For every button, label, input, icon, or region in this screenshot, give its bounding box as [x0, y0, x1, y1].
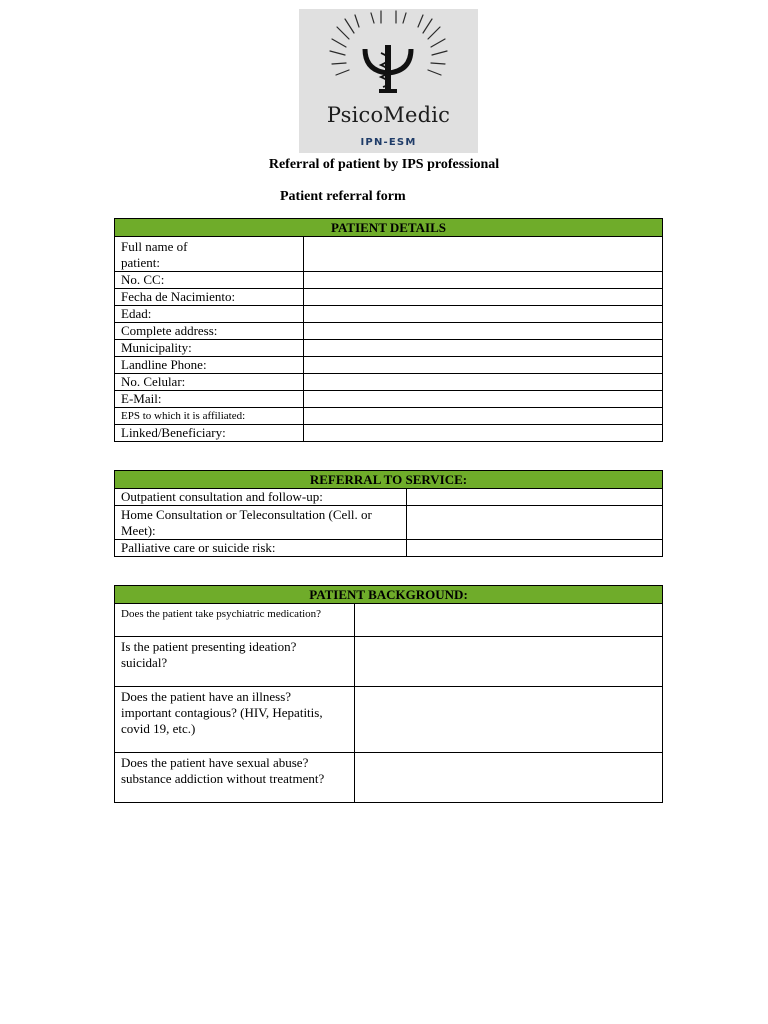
row-label: Complete address:: [115, 323, 304, 340]
full-name-field[interactable]: [304, 237, 663, 272]
background-header: PATIENT BACKGROUND:: [115, 586, 663, 604]
row-label: No. Celular:: [115, 374, 304, 391]
row-label: Does the patient have an illness? important contagious? (HIV, Hepatitis, covid 19, etc.): [115, 687, 355, 753]
row-label: Linked/Beneficiary:: [115, 425, 304, 442]
psychiatric-medication-field[interactable]: [355, 604, 663, 637]
cell-number-field[interactable]: [304, 374, 663, 391]
row-label: Landline Phone:: [115, 357, 304, 374]
table-row: [115, 323, 663, 340]
table-row: [115, 425, 663, 442]
table-row: [115, 340, 663, 357]
landline-phone-field[interactable]: [304, 357, 663, 374]
logo-subtitle: IPN-ESM: [360, 137, 417, 148]
row-label: Full name of patient:: [115, 237, 304, 272]
patient-details-header: PATIENT DETAILS: [115, 219, 663, 237]
table-row: [115, 357, 663, 374]
email-field[interactable]: [304, 391, 663, 408]
psi-sunburst-icon: [299, 9, 478, 109]
row-label: Municipality:: [115, 340, 304, 357]
document-title: Referral of patient by IPS professional: [268, 157, 500, 172]
contagious-illness-field[interactable]: [355, 687, 663, 753]
row-label: Is the patient presenting ideation? suicidal?: [115, 637, 355, 687]
home-consultation-field[interactable]: [407, 506, 663, 540]
table-row: [115, 637, 663, 687]
row-label: Fecha de Nacimiento:: [115, 289, 304, 306]
row-label: Edad:: [115, 306, 304, 323]
row-label: No. CC:: [115, 272, 304, 289]
abuse-addiction-field[interactable]: [355, 753, 663, 803]
table-row: [115, 237, 663, 272]
suicidal-ideation-field[interactable]: [355, 637, 663, 687]
table-row: [115, 604, 663, 637]
age-field[interactable]: [304, 306, 663, 323]
table-row: [115, 374, 663, 391]
table-row: [115, 489, 663, 506]
eps-field[interactable]: [304, 408, 663, 425]
row-label: Does the patient have sexual abuse? substance addiction without treatment?: [115, 753, 355, 803]
municipality-field[interactable]: [304, 340, 663, 357]
patient-details-table: [114, 218, 663, 442]
outpatient-field[interactable]: [407, 489, 663, 506]
psicomedic-logo: [299, 9, 478, 153]
row-label: Palliative care or suicide risk:: [115, 540, 407, 557]
row-label: EPS to which it is affiliated:: [115, 408, 304, 425]
table-row: [115, 506, 663, 540]
referral-header: REFERRAL TO SERVICE:: [115, 471, 663, 489]
referral-table: [114, 470, 663, 557]
row-label: Does the patient take psychiatric medication?: [115, 604, 355, 637]
table-row: [115, 289, 663, 306]
row-label: Home Consultation or Teleconsultation (Cell. or Meet):: [115, 506, 407, 540]
birth-date-field[interactable]: [304, 289, 663, 306]
table-row: [115, 306, 663, 323]
cc-number-field[interactable]: [304, 272, 663, 289]
table-row: [115, 408, 663, 425]
document-subtitle: Patient referral form: [280, 189, 406, 204]
row-label: Outpatient consultation and follow-up:: [115, 489, 407, 506]
linked-beneficiary-field[interactable]: [304, 425, 663, 442]
table-row: [115, 540, 663, 557]
palliative-care-field[interactable]: [407, 540, 663, 557]
table-row: [115, 687, 663, 753]
background-table: [114, 585, 663, 803]
table-row: [115, 753, 663, 803]
table-row: [115, 391, 663, 408]
table-row: [115, 272, 663, 289]
address-field[interactable]: [304, 323, 663, 340]
logo-name: PsicoMedic: [326, 103, 451, 127]
row-label: E-Mail:: [115, 391, 304, 408]
